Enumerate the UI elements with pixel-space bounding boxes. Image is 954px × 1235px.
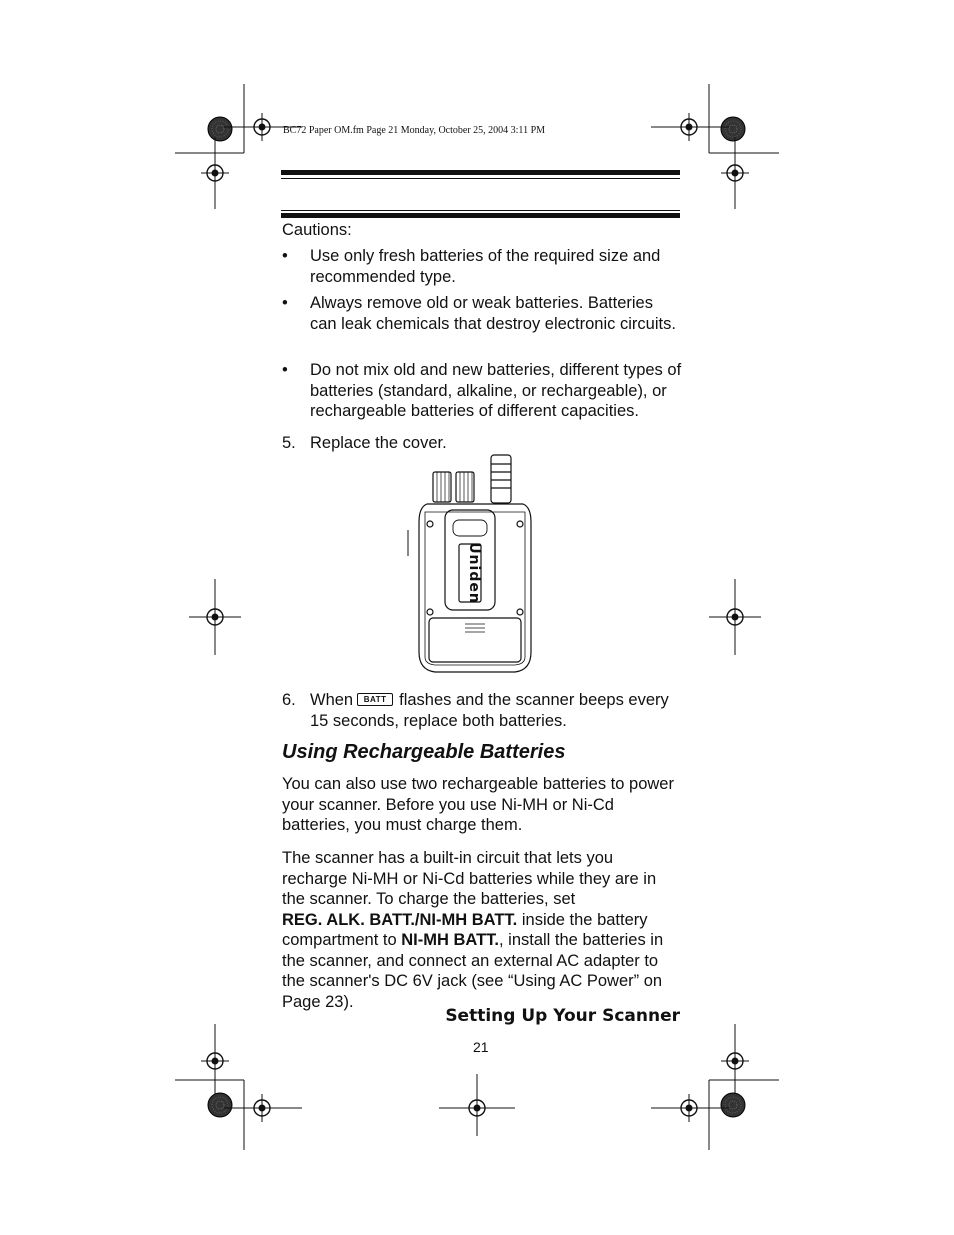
paragraph-text: inside the battery compartment to [282, 910, 648, 949]
caution-item [282, 246, 682, 288]
registration-burst-mark [208, 1093, 232, 1117]
paragraph [282, 848, 682, 1012]
section-rule-thick [281, 213, 680, 218]
battery-cover [429, 618, 521, 662]
section-title: Using Rechargeable Batteries [282, 741, 566, 763]
switch-setting-bold: NI-MH BATT. [401, 931, 499, 949]
file-info-header: BC72 Paper OM.fm Page 21 Monday, October 25, 2004 3:11 PM [283, 125, 546, 136]
step-item [282, 690, 682, 732]
scanner-back-illustration [405, 452, 535, 678]
registration-burst-mark [721, 117, 745, 141]
step-text: Replace the cover. [310, 434, 447, 452]
registration-burst-mark [208, 117, 232, 141]
bullet-marker: • [282, 294, 288, 312]
cautions-heading: Cautions: [282, 221, 352, 239]
caution-item-text: Always remove old or weak batteries. Batteries can leak chemicals that destroy electronic circuits. [310, 294, 676, 333]
bullet-marker: • [282, 247, 288, 265]
chapter-footer-title: Setting Up Your Scanner [445, 1006, 680, 1026]
step-number: 6. [282, 691, 296, 709]
volume-knob [433, 472, 451, 502]
registration-burst-mark [721, 1093, 745, 1117]
header-rule-thick [281, 170, 680, 175]
brand-logo: Uniden [466, 542, 482, 604]
step-text-after: flashes and the scanner beeps every 15 seconds, replace both batteries. [310, 691, 669, 730]
step-number: 5. [282, 434, 296, 452]
caution-item [282, 360, 682, 422]
caution-item [282, 293, 682, 355]
antenna [491, 455, 511, 503]
switch-label-bold: REG. ALK. BATT./NI-MH BATT. [282, 910, 518, 929]
header-rule-thin [281, 178, 680, 179]
paragraph-text: The scanner has a built-in circuit that lets you recharge Ni-MH or Ni-Cd batteries while they are in the scanner. To charge the batteries, set [282, 849, 657, 908]
caution-item-text: Use only fresh batteries of the required size and recommended type. [310, 247, 661, 286]
section-rule-thin [281, 210, 680, 211]
paragraph-text: , install the batteries in the scanner, and connect an external AC adapter to the scanner's DC 6V jack (see “Using AC Power” on Page 23). [282, 931, 664, 1011]
battery-low-icon: BATT [357, 693, 393, 706]
caution-item-text: Do not mix old and new batteries, different types of batteries (standard, alkaline, or rechargeable), or rechargeable batteries of different capacities. [310, 361, 682, 420]
squelch-knob [456, 472, 474, 502]
step-text-before: When [310, 691, 354, 709]
step-text [310, 690, 682, 731]
page-number: 21 [473, 1039, 489, 1055]
bullet-marker: • [282, 361, 288, 379]
paragraph: You can also use two rechargeable batteries to power your scanner. Before you use Ni-MH or Ni-Cd batteries, you must charge them. [282, 775, 674, 834]
